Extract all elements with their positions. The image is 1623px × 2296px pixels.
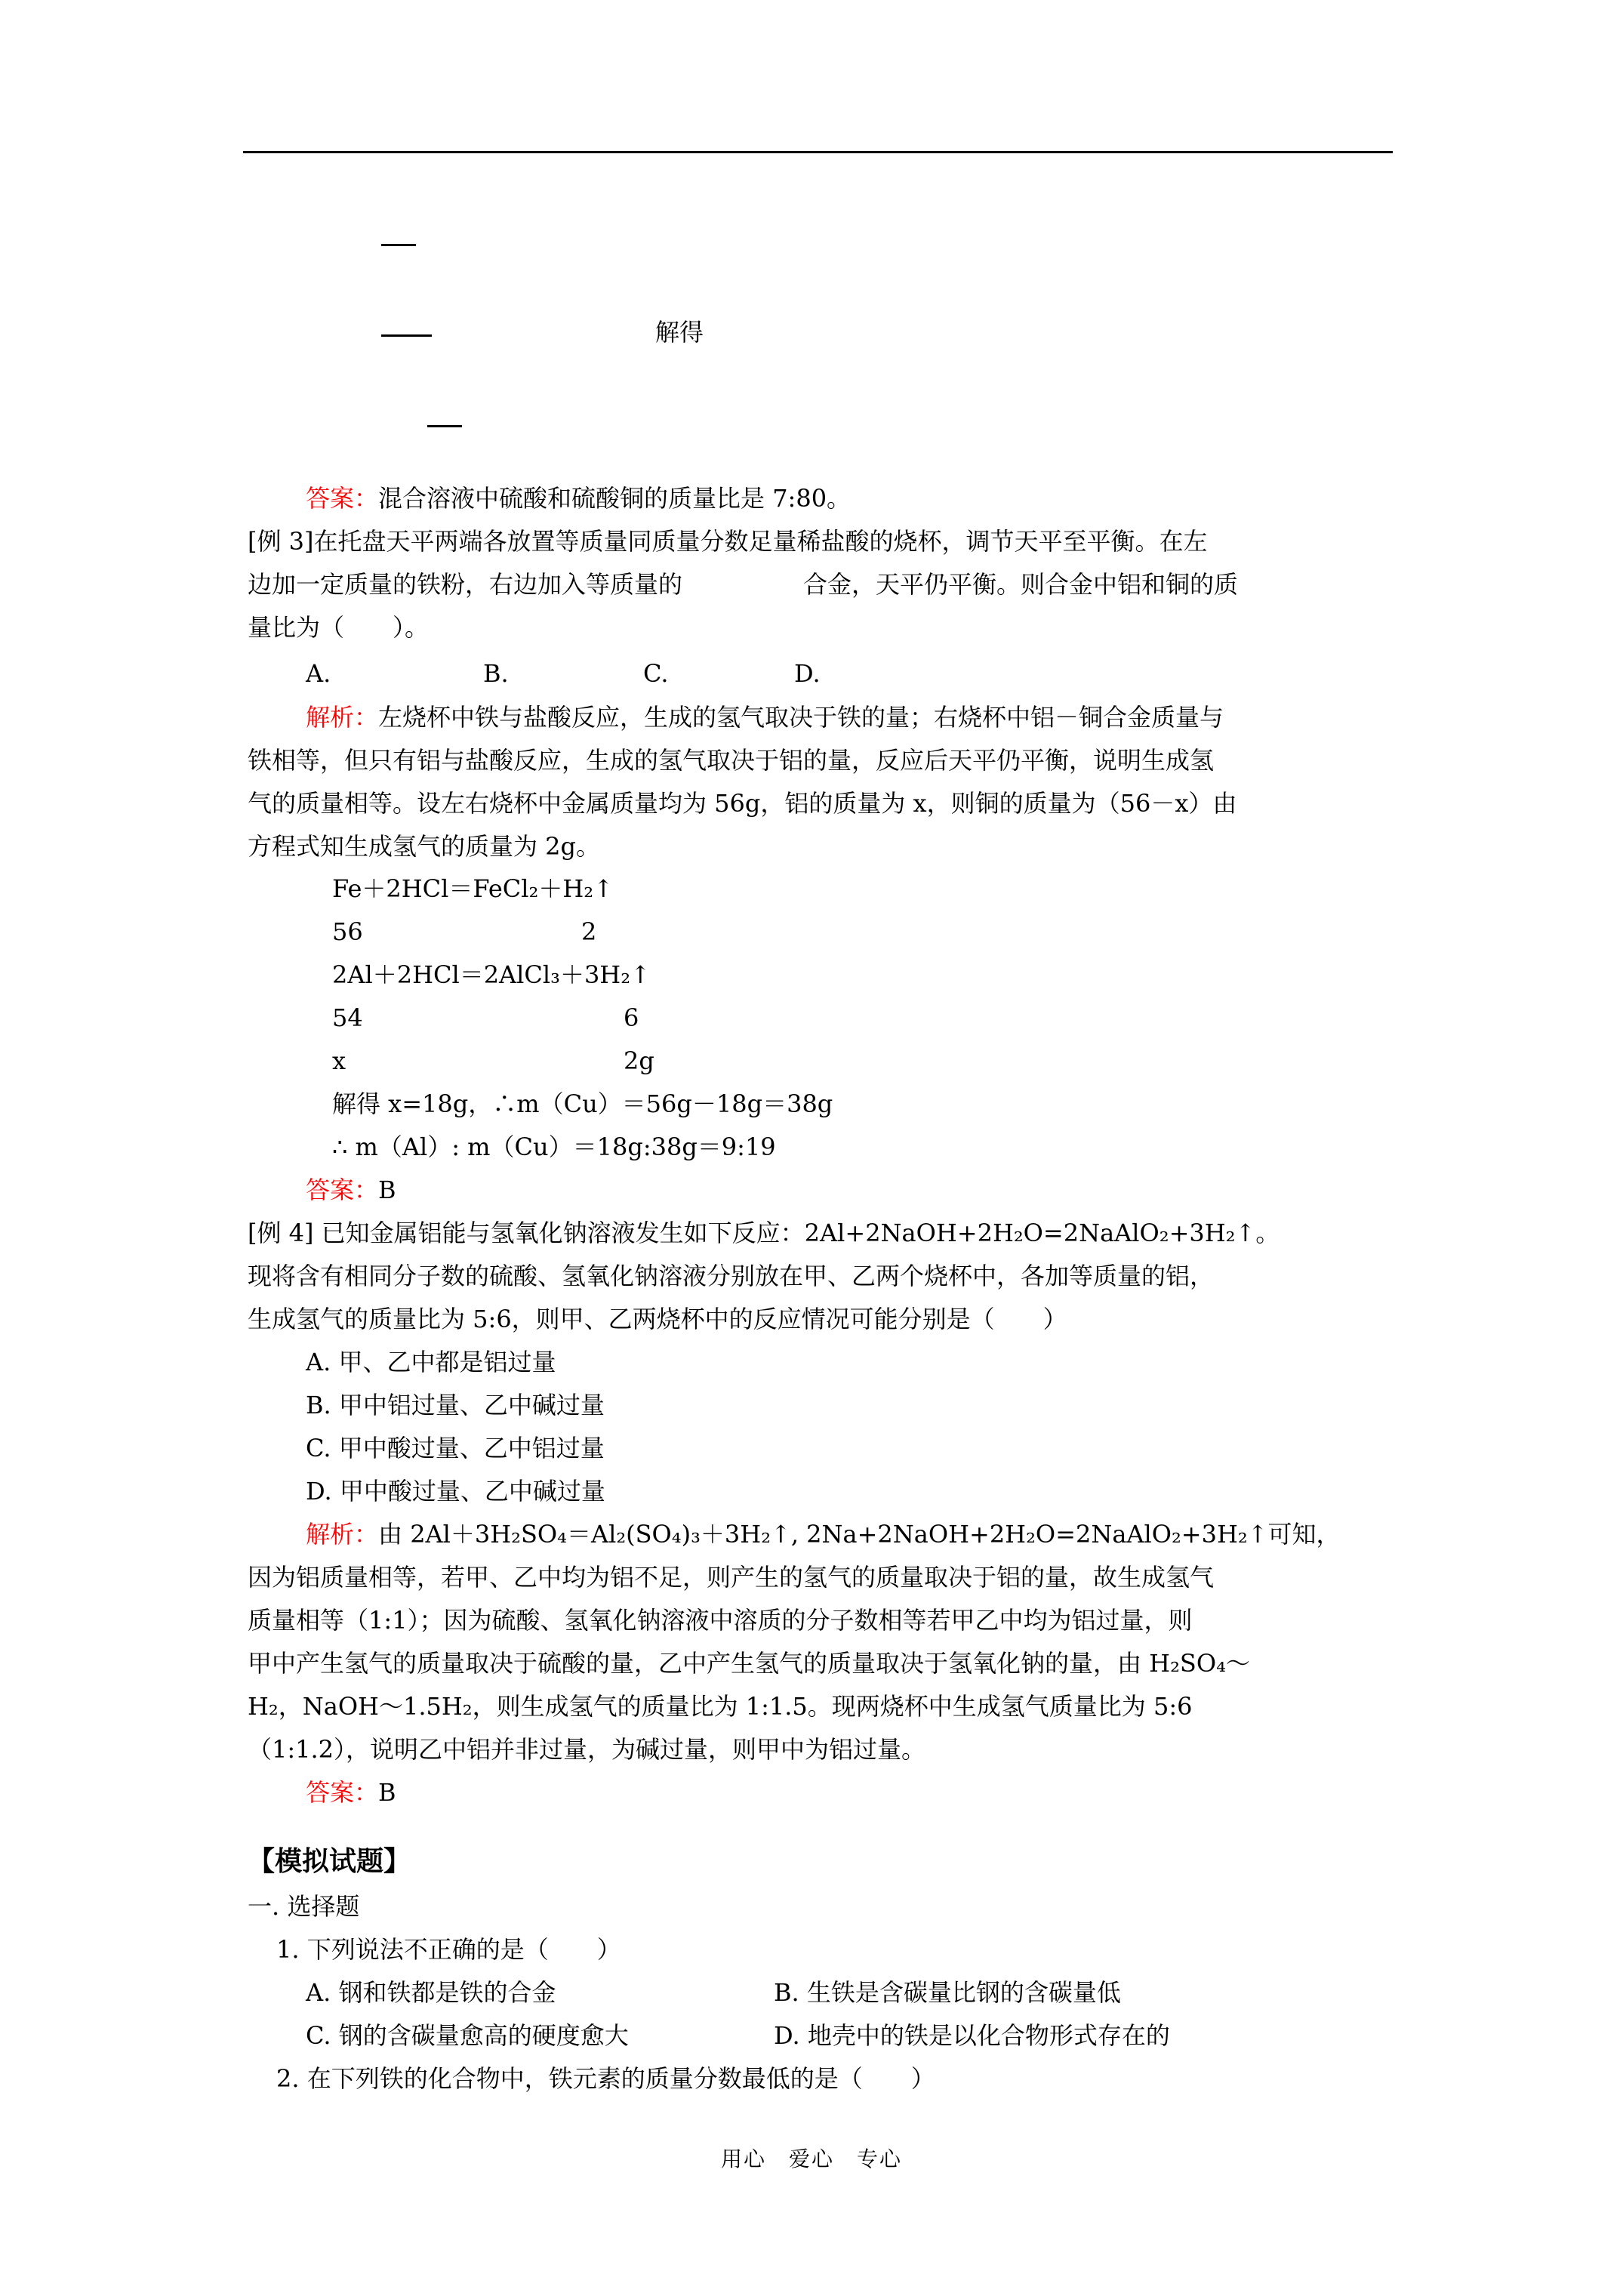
equation-al-mass-a: 54 [332,1003,363,1032]
ex4-line-2: 现将含有相同分子数的硫酸、氢氧化钠溶液分别放在甲、乙两个烧杯中，各加等质量的铝， [248,1262,1215,1290]
analysis-text: 由 2Al＋3H₂SO₄＝Al₂(SO₄)₃＋3H₂↑, 2Na+2NaOH+2H₂O=2NaAlO₂+3H₂↑可知， [378,1520,1341,1549]
equation-x: x [332,1046,346,1075]
q1-option-c: C. 钢的含碳量愈高的硬度愈大 [306,2021,629,2050]
analysis-label: 解析： [306,1520,379,1549]
answer-label: 答案： [306,1176,379,1204]
ex4-analysis-6: （1:1.2），说明乙中铝并非过量，为碱过量，则甲中为铝过量。 [248,1735,926,1764]
ex3-answer [306,1173,396,1207]
answer-text: B [378,1176,396,1204]
mock-heading: 【模拟试题】 [248,1845,411,1877]
ex3-analysis-1 [306,701,1224,734]
ex4-line-3: 生成氢气的质量比为 5:6，则甲、乙两烧杯中的反应情况可能分别是（ ） [248,1305,1067,1333]
equation-fe-mass-b: 2 [581,917,597,946]
ex3-option-a: A. [306,659,331,688]
ex4-analysis-1 [306,1518,1341,1551]
ex3-line-1: [例 3]在托盘天平两端各放置等质量同质量分数足量稀盐酸的烧杯，调节天平至平衡。在左 [248,527,1208,556]
solve-line-1: 解得 x=18g，∴m（Cu）＝56g－18g＝38g [332,1089,833,1118]
ex4-analysis-4: 甲中产生氢气的质量取决于硫酸的量，乙中产生氢气的质量取决于氢氧化钠的量，由 H₂SO₄～ [248,1649,1250,1678]
q1-option-d: D. 地壳中的铁是以化合物形式存在的 [774,2021,1170,2050]
answer-text: B [378,1778,396,1807]
ex4-line-1: [例 4] 已知金属铝能与氢氧化钠溶液发生如下反应：2Al+2NaOH+2H₂O=2NaAlO₂+3H₂↑。 [248,1219,1280,1247]
analysis-text: 左烧杯中铁与盐酸反应，生成的氢气取决于铁的量；右烧杯中铝－铜合金质量与 [378,703,1224,732]
ex3-line-3: 量比为（ ）。 [248,613,430,642]
answer-1 [306,482,851,515]
ex3-analysis-4: 方程式知生成氢气的质量为 2g。 [248,832,601,861]
equation-al: 2Al＋2HCl＝2AlCl₃＋3H₂↑ [332,960,651,989]
ex4-analysis-5: H₂，NaOH～1.5H₂，则生成氢气的质量比为 1:1.5。现两烧杯中生成氢气质量比为 5:6 [248,1692,1193,1721]
ex3-line-2 [248,568,1238,601]
equation-fe: Fe＋2HCl＝FeCl₂＋H₂↑ [332,874,614,903]
fraction-bar [381,334,432,337]
solve-word: 解得 [655,318,704,347]
fraction-bar [427,425,462,427]
ex3-line-2b: 合金，天平仍平衡。则合金中铝和铜的质 [803,570,1239,599]
ex4-option-b: B. 甲中铝过量、乙中碱过量 [306,1391,605,1419]
section-title: 一. 选择题 [248,1892,360,1921]
ex3-option-b: B. [483,659,509,688]
answer-label: 答案： [306,484,379,513]
header-rule [243,151,1393,153]
ex3-analysis-3: 气的质量相等。设左右烧杯中金属质量均为 56g，铝的质量为 x，则铜的质量为（56－x）由 [248,789,1237,818]
solve-line-2: ∴ m（Al）: m（Cu）＝18g:38g＝9:19 [332,1133,776,1161]
ex3-option-c: C. [643,659,669,688]
analysis-label: 解析： [306,703,379,732]
ex4-option-d: D. 甲中酸过量、乙中碱过量 [306,1477,605,1505]
equation-2g: 2g [624,1046,654,1075]
question-1: 1. 下列说法不正确的是（ ） [276,1935,621,1964]
equation-fe-mass-a: 56 [332,917,363,946]
ex4-option-c: C. 甲中酸过量、乙中铝过量 [306,1434,605,1462]
ex3-line-2a: 边加一定质量的铁粉，右边加入等质量的 [248,570,683,599]
q1-option-b: B. 生铁是含碳量比钢的含碳量低 [774,1978,1121,2007]
fraction-bar [381,244,416,246]
answer-text: 混合溶液中硫酸和硫酸铜的质量比是 7:80。 [378,484,852,513]
q1-option-a: A. 钢和铁都是铁的合金 [306,1978,556,2007]
ex4-answer [306,1776,396,1809]
ex4-analysis-3: 质量相等（1:1）；因为硫酸、氢氧化钠溶液中溶质的分子数相等若甲乙中均为铝过量，则 [248,1606,1193,1635]
ex4-option-a: A. 甲、乙中都是铝过量 [306,1348,556,1376]
question-2: 2. 在下列铁的化合物中，铁元素的质量分数最低的是（ ） [276,2064,935,2093]
page-footer: 用心 爱心 专心 [721,2147,903,2171]
answer-label: 答案： [306,1778,379,1807]
ex3-analysis-2: 铁相等，但只有铝与盐酸反应，生成的氢气取决于铝的量，反应后天平仍平衡，说明生成氢 [248,746,1215,775]
equation-al-mass-b: 6 [624,1003,639,1032]
ex3-option-d: D. [794,659,821,688]
ex4-analysis-2: 因为铝质量相等，若甲、乙中均为铝不足，则产生的氢气的质量取决于铝的量，故生成氢气 [248,1563,1215,1592]
